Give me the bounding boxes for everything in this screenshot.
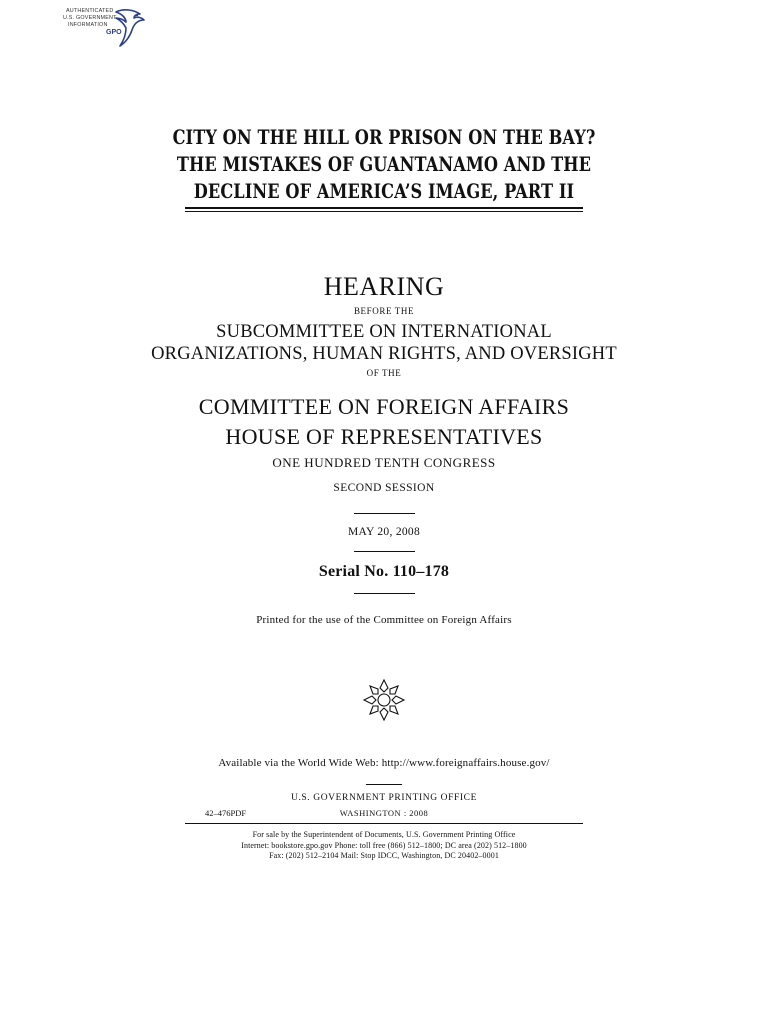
sales-info-line: Fax: (202) 512–2104 Mail: Stop IDCC, Washington, DC 20402–0001 (269, 851, 499, 860)
title-line: DECLINE OF AMERICA’S IMAGE, PART II (193, 180, 575, 203)
title-line: THE MISTAKES OF GUANTANAMO AND THE (176, 153, 592, 176)
seal-text-line: INFORMATION (68, 22, 108, 28)
hearing-heading: HEARING (323, 272, 445, 301)
gpo-ornament-icon (362, 678, 406, 722)
document-number: 42–476PDF (205, 808, 247, 818)
short-rule (354, 513, 415, 514)
sales-info-line: Internet: bookstore.gpo.gov Phone: toll free (866) 512–1800; DC area (202) 512–1800 (241, 840, 527, 850)
web-availability-note: Available via the World Wide Web: http://www.foreignaffairs.house.gov/ (218, 757, 550, 769)
seal-text-line: AUTHENTICATED (66, 8, 114, 14)
subcommittee-line: ORGANIZATIONS, HUMAN RIGHTS, AND OVERSIGHT (151, 344, 617, 364)
subcommittee-name (0, 321, 768, 365)
seal-text-line: U.S. GOVERNMENT (63, 15, 117, 21)
sales-info (0, 830, 768, 862)
title-double-rule (185, 207, 583, 212)
printing-office-label: U.S. GOVERNMENT PRINTING OFFICE (290, 793, 477, 803)
hearing-date: MAY 20, 2008 (347, 526, 421, 538)
footer-rule (185, 823, 583, 824)
gpo-authentication-seal (60, 4, 150, 48)
session-label: SECOND SESSION (333, 482, 435, 494)
sales-info-line: For sale by the Superintendent of Documents, U.S. Government Printing Office (252, 830, 516, 839)
short-rule (366, 784, 402, 785)
of-the-label: OF THE (366, 368, 402, 378)
committee-name (0, 392, 768, 452)
committee-line: COMMITTEE ON FOREIGN AFFAIRS (198, 394, 570, 419)
congress-label: ONE HUNDRED TENTH CONGRESS (272, 455, 496, 470)
document-title (65, 124, 702, 205)
serial-number: Serial No. 110–178 (318, 563, 450, 580)
printed-for-note: Printed for the use of the Committee on Foreign Affairs (256, 614, 512, 626)
short-rule (354, 551, 415, 552)
subcommittee-line: SUBCOMMITTEE ON INTERNATIONAL (216, 322, 552, 342)
before-the-label: BEFORE THE (353, 306, 415, 316)
short-rule (354, 593, 415, 594)
city-year-label: WASHINGTON : 2008 (339, 808, 429, 818)
seal-gpo-text: GPO (106, 29, 122, 36)
eagle-icon (112, 6, 146, 48)
committee-line: HOUSE OF REPRESENTATIVES (225, 424, 543, 449)
title-line: CITY ON THE HILL OR PRISON ON THE BAY? (172, 126, 596, 149)
